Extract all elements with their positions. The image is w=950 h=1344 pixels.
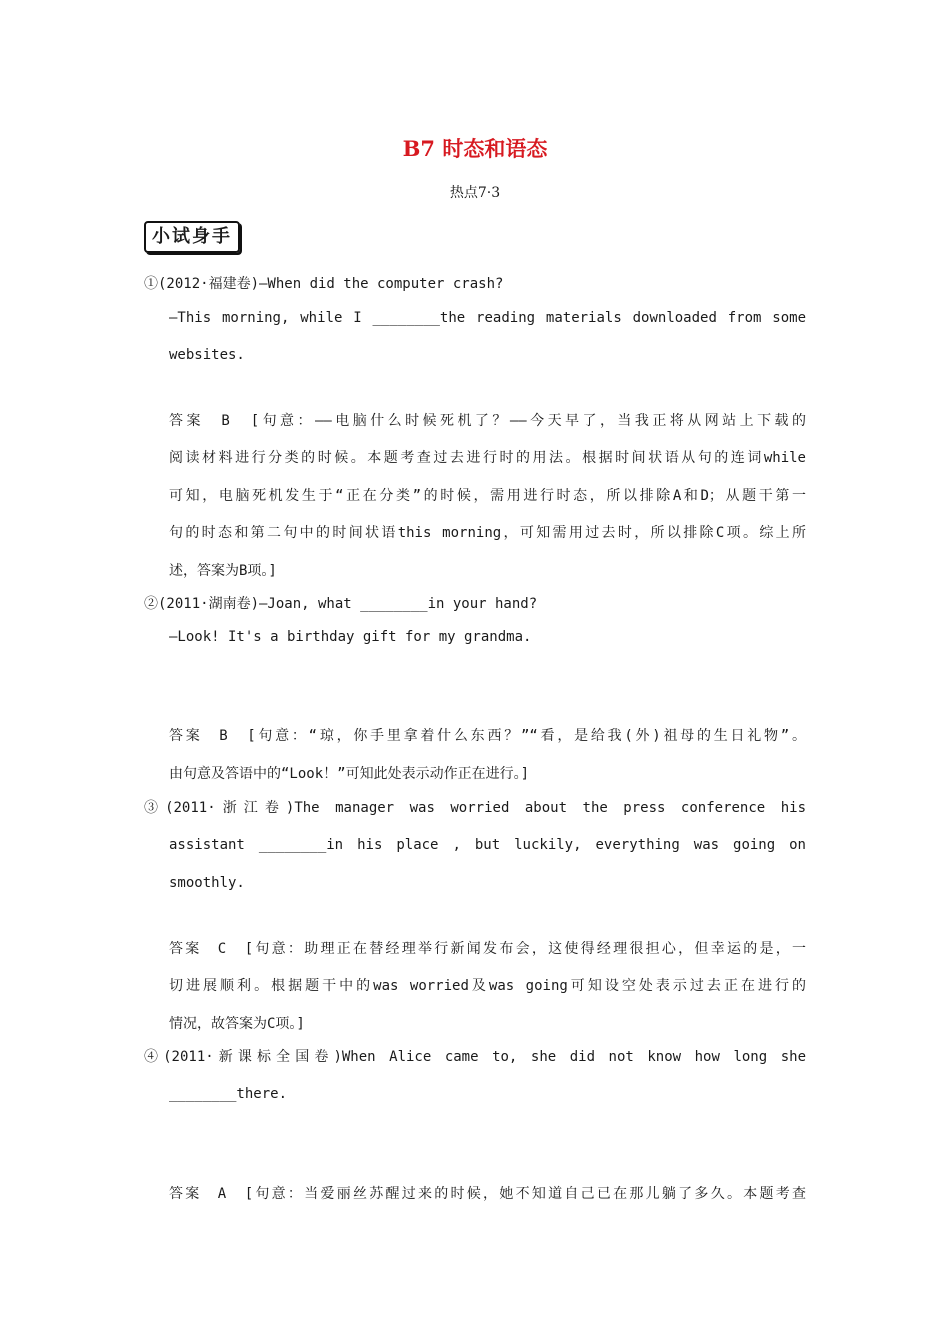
question-2-line: —Look! It's a birthday gift for my grandma. [169, 629, 532, 645]
answer-1-line: 述，答案为B项。] [169, 563, 277, 579]
question-3-line: smoothly. [169, 875, 245, 891]
page-title: B7 时态和语态 [402, 136, 548, 161]
question-4-line: ________there. [169, 1086, 288, 1102]
section-badge: 小试身手 [144, 221, 240, 253]
answer-3-line: 答案 C [句意：助理正在替经理举行新闻发布会，这使得经理很担心，但幸运的是，一 [169, 941, 806, 957]
answer-2-line: 答案 B [句意：“琼，你手里拿着什么东西？”“看，是给我(外)祖母的生日礼物”。 [169, 728, 806, 744]
question-1-line: websites. [169, 347, 245, 363]
answer-4-line: 答案 A [句意：当爱丽丝苏醒过来的时候，她不知道自己已在那儿躺了多久。本题考查 [169, 1186, 806, 1202]
answer-3-line: 情况，故答案为C项。] [169, 1016, 305, 1032]
question-2-stem: ②(2011·湖南卷)—Joan, what ________in your hand? [144, 596, 538, 612]
question-3-stem: ③(2011·浙江卷)The manager was worried about the press conference his [144, 800, 806, 816]
question-4-stem: ④(2011·新课标全国卷)When Alice came to, she did not know how long she [144, 1049, 806, 1065]
answer-1-line: 句的时态和第二句中的时间状语this morning，可知需用过去时，所以排除C项。综上所 [169, 525, 806, 541]
question-1-stem: ①(2012·福建卷)—When did the computer crash? [144, 276, 504, 292]
page-subtitle: 热点7·3 [449, 185, 501, 201]
answer-1-line: 阅读材料进行分类的时候。本题考查过去进行时的用法。根据时间状语从句的连词while [169, 450, 806, 466]
question-1-line: —This morning, while I ________the reading materials downloaded from some [169, 310, 806, 326]
question-3-line: assistant ________in his place , but luckily, everything was going on [169, 837, 806, 853]
answer-1-line: 答案 B [句意：——电脑什么时候死机了？——今天早了，当我正将从网站上下载的 [169, 413, 806, 429]
answer-2-line: 由句意及答语中的“Look！”可知此处表示动作正在进行。] [169, 766, 529, 782]
answer-3-line: 切进展顺利。根据题干中的was worried及was going可知设空处表示过去正在进行的 [169, 978, 806, 994]
answer-1-line: 可知，电脑死机发生于“正在分类”的时候，需用进行时态，所以排除A和D；从题干第一 [169, 488, 806, 504]
